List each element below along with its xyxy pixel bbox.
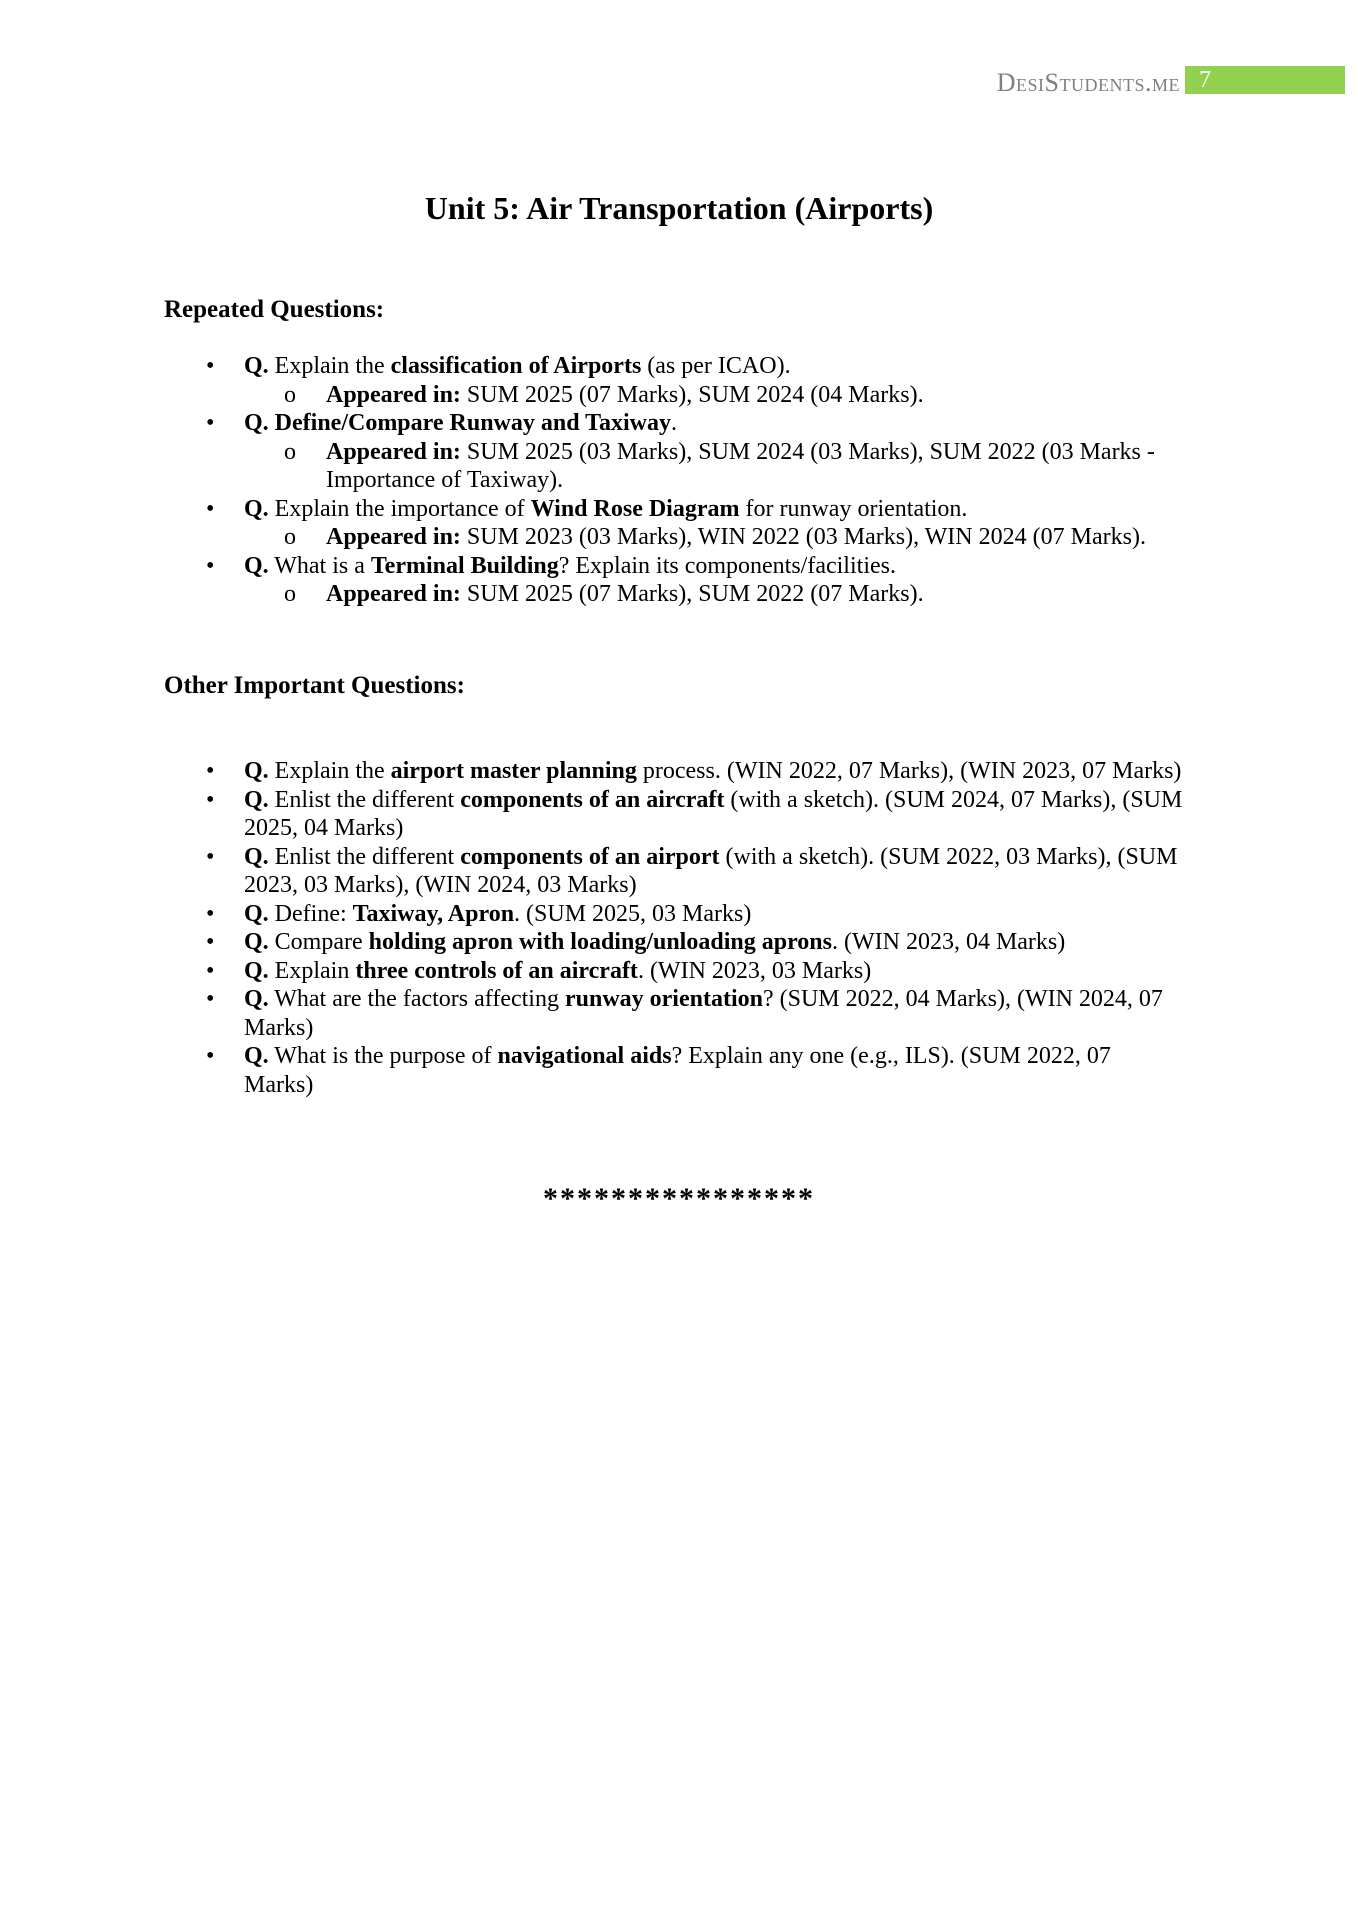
- question-topic: three controls of an aircraft: [355, 957, 638, 984]
- list-item: [164, 1042, 1184, 1099]
- list-item: [164, 409, 1184, 495]
- question-text: ? Explain any one (e.g., ILS). (SUM 2022, 07 Marks): [244, 1043, 1111, 1098]
- question-text: What is a: [268, 552, 371, 579]
- question-text: (with a sketch). (SUM 2022, 03 Marks), (SUM 2023, 03 Marks), (WIN 2024, 03 Marks): [244, 843, 1178, 898]
- question-text: Explain the: [268, 758, 391, 784]
- question-marker: Q.: [244, 986, 269, 1012]
- repeated-questions-list: [164, 352, 1184, 609]
- question-text: (as per ICAO).: [641, 353, 791, 379]
- list-item: [164, 985, 1184, 1042]
- question-marker: Q.: [244, 758, 269, 784]
- question-text: Explain the: [268, 353, 391, 379]
- list-item: [164, 786, 1184, 843]
- question-text: ? (SUM 2022, 04 Marks), (WIN 2024, 07 Marks): [244, 986, 1163, 1041]
- section-end-divider: ****************: [543, 1182, 815, 1215]
- question-topic: runway orientation: [564, 986, 763, 1012]
- appeared-in-item: [244, 580, 1184, 609]
- appeared-label: Appeared in:: [326, 381, 461, 408]
- question-marker: Q.: [244, 495, 269, 522]
- question-text: . (SUM 2025, 03 Marks): [514, 900, 752, 927]
- question-topic: Taxiway, Apron: [352, 900, 515, 927]
- question-topic: holding apron with loading/unloading aprons: [368, 929, 832, 955]
- page-title: Unit 5: Air Transportation (Airports): [424, 190, 934, 226]
- appeared-label: Appeared in:: [326, 581, 461, 607]
- list-item: [164, 495, 1184, 552]
- question-marker: Q.: [244, 786, 269, 813]
- question-text: What is the purpose of: [268, 1043, 498, 1069]
- appeared-in-item: [244, 523, 1184, 552]
- appeared-label: Appeared in:: [326, 524, 461, 550]
- question-topic: classification of Airports: [390, 353, 642, 379]
- list-item: [164, 552, 1184, 609]
- list-item: [164, 957, 1184, 986]
- question-topic: Wind Rose Diagram: [530, 495, 740, 522]
- question-text: process. (WIN 2022, 07 Marks), (WIN 2023, 07 Marks): [636, 758, 1182, 784]
- question-text: Define:: [268, 900, 353, 927]
- list-item: [164, 352, 1184, 409]
- appeared-text: SUM 2025 (07 Marks), SUM 2024 (04 Marks).: [460, 381, 924, 408]
- question-topic: Terminal Building: [370, 552, 559, 579]
- page-number: 7: [1185, 66, 1345, 94]
- question-text: for runway orientation.: [739, 495, 968, 522]
- other-questions-heading: Other Important Questions:: [164, 672, 465, 699]
- question-topic: navigational aids: [497, 1043, 672, 1069]
- question-marker: Q.: [244, 353, 269, 379]
- question-text: (with a sketch). (SUM 2024, 07 Marks), (SUM 2025, 04 Marks): [244, 786, 1183, 841]
- question-marker: Q.: [244, 843, 269, 870]
- question-marker: Q.: [244, 957, 269, 984]
- list-item: [164, 900, 1184, 929]
- site-brand: DesiStudents.me: [996, 68, 1180, 97]
- list-item: [164, 843, 1184, 900]
- page-header: [0, 66, 1358, 100]
- list-item: [164, 757, 1184, 786]
- list-item: [164, 928, 1184, 957]
- appeared-text: SUM 2023 (03 Marks), WIN 2022 (03 Marks), WIN 2024 (07 Marks).: [460, 524, 1146, 550]
- appeared-text: SUM 2025 (03 Marks), SUM 2024 (03 Marks), SUM 2022 (03 Marks - Importance of Taxiway).: [326, 438, 1155, 493]
- question-text: . (WIN 2023, 03 Marks): [637, 957, 872, 984]
- question-topic: components of an aircraft: [460, 786, 725, 813]
- question-topic: airport master planning: [390, 758, 637, 784]
- question-text: Enlist the different: [268, 786, 461, 813]
- appeared-text: SUM 2025 (07 Marks), SUM 2022 (07 Marks).: [460, 581, 924, 607]
- other-questions-list: [164, 757, 1184, 1099]
- question-marker: Q.: [244, 410, 269, 436]
- question-text: . (WIN 2023, 04 Marks): [831, 929, 1066, 955]
- question-marker: Q.: [244, 1043, 269, 1069]
- question-topic: Define/Compare Runway and Taxiway: [268, 410, 671, 436]
- appeared-in-item: [244, 381, 1184, 410]
- question-marker: Q.: [244, 552, 269, 579]
- question-text: What are the factors affecting: [268, 986, 565, 1012]
- question-marker: Q.: [244, 929, 269, 955]
- question-marker: Q.: [244, 900, 269, 927]
- question-text: Enlist the different: [268, 843, 461, 870]
- question-text: Explain: [268, 957, 356, 984]
- question-text: Explain the importance of: [268, 495, 531, 522]
- appeared-label: Appeared in:: [326, 438, 461, 465]
- question-topic: components of an airport: [460, 843, 720, 870]
- appeared-in-item: [244, 438, 1184, 495]
- repeated-questions-heading: Repeated Questions:: [164, 296, 385, 323]
- question-text: ? Explain its components/facilities.: [558, 552, 896, 579]
- question-text: .: [670, 410, 677, 436]
- question-text: Compare: [268, 929, 369, 955]
